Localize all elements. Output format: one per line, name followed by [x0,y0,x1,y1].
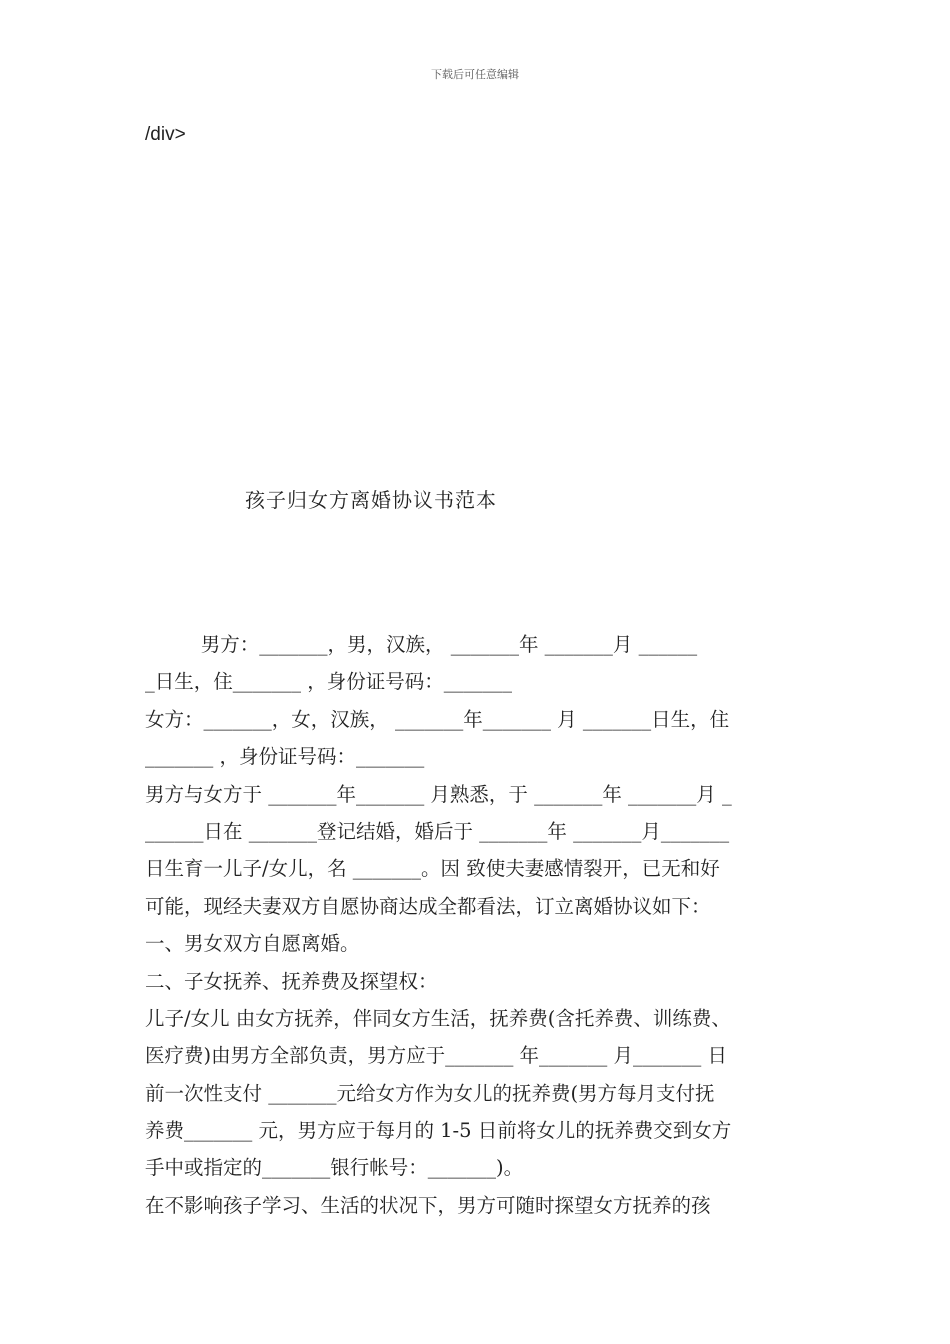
body-line: 男方与女方于 _______年_______ 月熟悉，于 _______年 _______月 _ [145,782,732,806]
body-line: 可能，现经夫妻双方自愿协商达成全都看法，订立离婚协议如下： [145,894,711,918]
document-body [145,626,815,1224]
page-header-note: 下载后可任意编辑 [431,68,519,81]
body-line: ______日在 _______登记结婚，婚后于 _______年 _______月_______ [145,819,730,843]
body-line: 医疗费)由男方全部负责，男方应于_______ 年_______ 月_______ 日 [145,1044,727,1068]
body-line: 手中或指定的_______银行帐号：_______)。 [145,1156,524,1180]
document-title: 孩子归女方离婚协议书范本 [245,488,497,512]
body-line: _日生，住_______ ，身份证号码：_______ [145,670,512,694]
body-line: 儿子/女儿 由女方抚养，伴同女方生活，抚养费(含托养费、训练费、 [145,1006,731,1030]
body-line: 日生育一儿子/女儿，名 _______。因 致使夫妻感情裂开，已无和好 [145,857,720,881]
body-line: 养费_______ 元，男方应于每月的 1-5 日前将女儿的抚养费交到女方 [145,1119,732,1143]
body-line: 前一次性支付 _______元给女方作为女儿的抚养费(男方每月支付抚 [145,1081,715,1105]
body-line: _______ ，身份证号码：_______ [145,745,425,769]
body-line: 一、男女双方自愿离婚。 [145,932,360,956]
body-line: 男方：_______，男，汉族， _______年 _______月 ______ [145,633,698,656]
body-line: 女方：_______，女，汉族， _______年_______ 月 _______日生，住 [145,707,730,731]
body-line: 在不影响孩子学习、生活的状况下，男方可随时探望女方抚养的孩 [145,1193,711,1217]
stray-html-fragment: /div> [145,124,186,145]
body-line: 二、子女抚养、抚养费及探望权： [145,969,438,993]
